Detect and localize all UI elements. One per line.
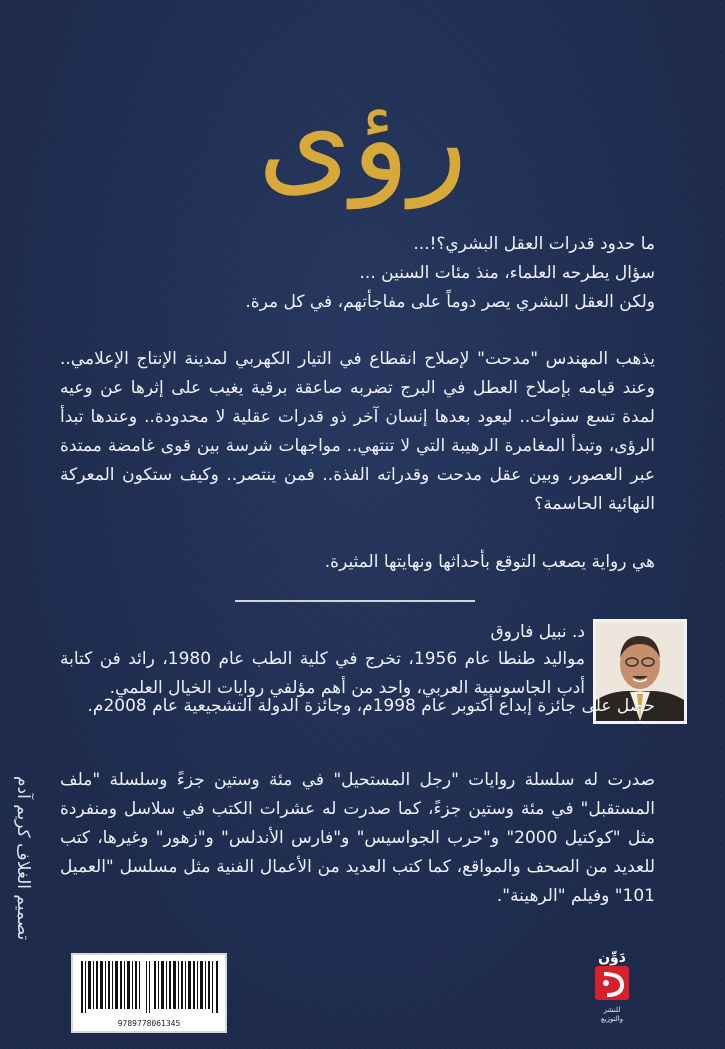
section-divider — [235, 600, 475, 602]
intro-questions — [60, 230, 655, 317]
publisher-name: دَوِّن — [598, 950, 626, 966]
barcode-icon — [81, 961, 219, 1013]
synopsis-paragraph: يذهب المهندس "مدحت" لإصلاح انقطاع في التيار الكهربي لمدينة الإنتاج الإعلامي.. وعند قيامه بإصلاح العطل في البرج تضربه صاعقة برقية يغيب على إثرها عن وعيه لمدة تسع سنوات.. ليعود بعدها إنسان آخر ذو قدرات عقلية لا محدودة.. وعندها تبدأ الرؤى، وتبدأ المغامرة الرهيبة التي لا تنتهي.. مواجهات شرسة بين قوى غامضة ممتدة عبر العصور، وبين عقل مدحت وقدراته الفذة.. فمن ينتصر.. وكيف ستكون المعركة النهائية الحاسمة؟ — [60, 349, 655, 514]
author-bio-birth: مواليد طنطا عام 1956، تخرج في كلية الطب عام 1980، رائد فن كتابة أدب الجاسوسية العربي، واحد من أهم مؤلفي روايات الخيال العلمي. — [60, 649, 585, 698]
isbn-barcode — [71, 953, 227, 1033]
book-title: رؤى — [257, 70, 468, 209]
tagline: هي رواية يصعب التوقع بأحداثها ونهايتها المثيرة. — [324, 552, 655, 572]
author-bio-works: صدرت له سلسلة روايات "رجل المستحيل" في مئة وستين جزءً وسلسلة "ملف المستقبل" في مئة وستين جزءً، كما صدرت له عشرات الكتب في سلاسل ومنفردة مثل "كوكتيل 2000" و"حرب الجواسيس" و"فارس الأندلس" و"زهور" وغيرها، كتب للعديد من الصحف والمواقع، كما كتب العديد من الأعمال الفنية مثل مسلسل "العميل 101" وفيلم "الرهينة". — [60, 770, 656, 906]
intro-line: ما حدود قدرات العقل البشري؟!... — [413, 234, 655, 254]
publisher-logo — [594, 950, 630, 1024]
author-bio-awards: حصل على جائزة إبداع أكتوبر عام 1998م، وجائزة الدولة التشجيعية عام 2008م. — [87, 696, 655, 716]
intro-line: سؤال يطرحه العلماء، منذ مئات السنين ... — [359, 263, 655, 283]
cover-design-credit: تصميم الغلاف كريم آدم — [13, 775, 33, 940]
publisher-subtitle: للنشر والتوزيع — [600, 1006, 624, 1023]
author-name: د. نبيل فاروق — [490, 622, 585, 642]
intro-line: ولكن العقل البشري يصر دوماً على مفاجأتهم، في كل مرة. — [245, 292, 655, 312]
publisher-mark-icon — [595, 966, 629, 1000]
isbn-number: 9789778061345 — [117, 1019, 181, 1028]
